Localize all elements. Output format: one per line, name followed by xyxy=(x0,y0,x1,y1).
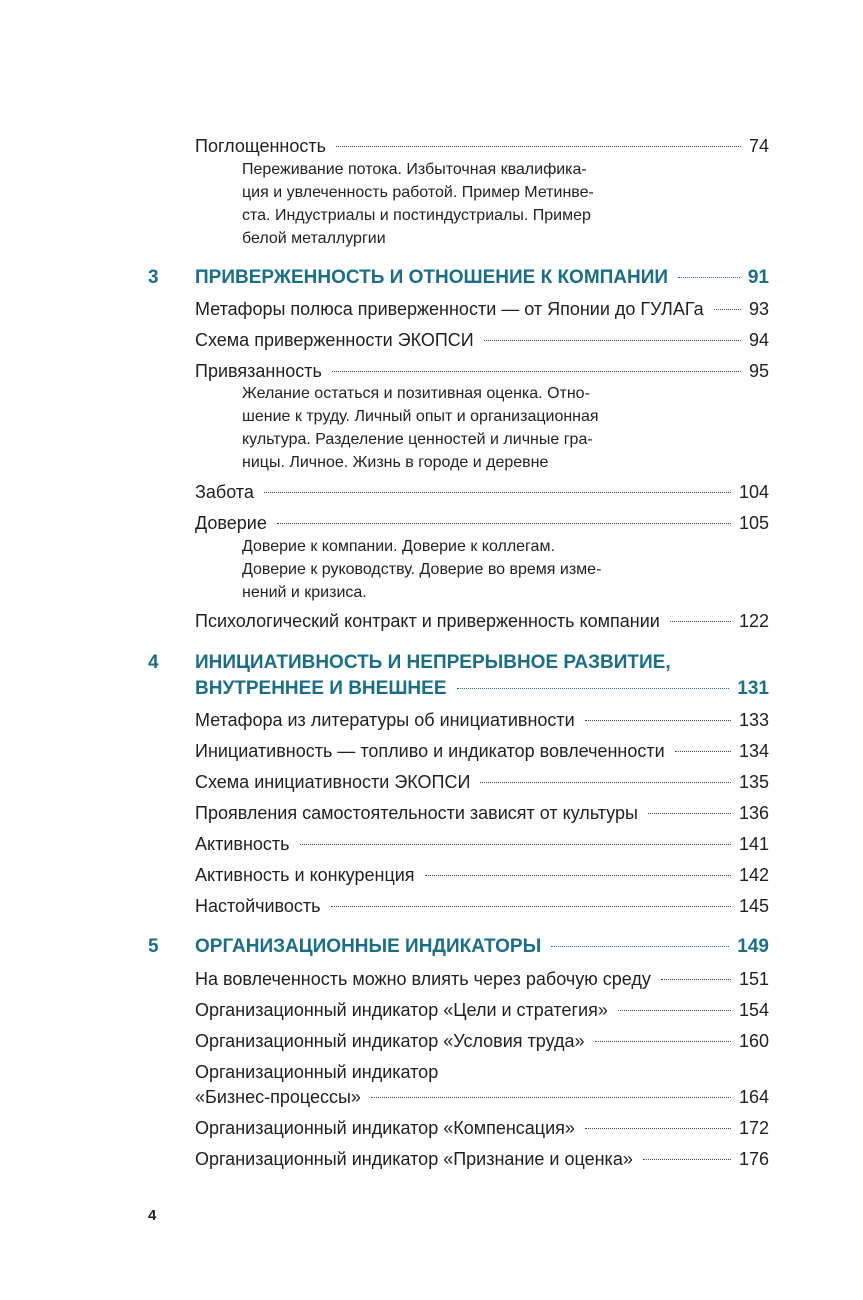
entry-title: Активность xyxy=(195,834,290,854)
leader-dots xyxy=(336,145,741,147)
chapter-title: ПРИВЕРЖЕННОСТЬ И ОТНОШЕНИЕ К КОМПАНИИ xyxy=(195,267,669,288)
toc-chapter-5[interactable] xyxy=(195,934,769,960)
leader-dots xyxy=(264,491,731,493)
entry-title: «Бизнес-процессы» xyxy=(195,1087,361,1107)
entry-page: 93 xyxy=(748,299,769,319)
entry-title: Проявления самостоятельности зависят от культуры xyxy=(195,803,638,823)
entry-page: 134 xyxy=(738,741,769,761)
toc-chapter-3[interactable] xyxy=(195,265,769,291)
chapter-title: ВНУТРЕННЕЕ И ВНЕШНЕЕ xyxy=(195,678,447,699)
leader-dots xyxy=(457,687,730,689)
entry-description xyxy=(242,535,662,604)
toc-entry[interactable] xyxy=(195,608,769,634)
desc-line: ция и увлеченность работой. Пример Метинве- xyxy=(242,184,594,201)
leader-dots xyxy=(643,1158,731,1160)
leader-dots xyxy=(425,874,731,876)
entry-title: Схема инициативности ЭКОПСИ xyxy=(195,772,471,792)
toc-entry[interactable] xyxy=(195,707,769,733)
toc-entry[interactable] xyxy=(195,479,769,505)
entry-page: 133 xyxy=(738,710,769,730)
leader-dots xyxy=(585,1127,731,1129)
leader-dots xyxy=(670,620,731,622)
entry-page: 94 xyxy=(748,330,769,350)
desc-line: ста. Индустриалы и постиндустриалы. Пример xyxy=(242,207,591,224)
leader-dots xyxy=(332,370,741,372)
entry-title: Поглощенность xyxy=(195,136,326,156)
chapter-page: 149 xyxy=(737,936,769,957)
chapter-number: 5 xyxy=(148,936,159,957)
entry-title: Организационный индикатор «Компенсация» xyxy=(195,1118,575,1138)
toc-entry[interactable] xyxy=(195,510,769,536)
entry-page: 172 xyxy=(738,1118,769,1138)
entry-page: 164 xyxy=(738,1087,769,1107)
entry-title: Схема приверженности ЭКОПСИ xyxy=(195,330,474,350)
leader-dots xyxy=(595,1040,731,1042)
entry-title: Инициативность — топливо и индикатор вовлеченности xyxy=(195,741,665,761)
desc-line: Доверие к компании. Доверие к коллегам. xyxy=(242,538,555,555)
desc-line: белой металлургии xyxy=(242,230,386,247)
entry-title-line[interactable]: Организационный индикатор xyxy=(195,1062,439,1082)
entry-title: Забота xyxy=(195,482,254,502)
leader-dots xyxy=(675,750,731,752)
desc-line: нений и кризиса. xyxy=(242,584,367,601)
entry-page: 160 xyxy=(738,1031,769,1051)
entry-page: 95 xyxy=(748,361,769,381)
desc-line: ницы. Личное. Жизнь в городе и деревне xyxy=(242,454,549,471)
chapter-title: ОРГАНИЗАЦИОННЫЕ ИНДИКАТОРЫ xyxy=(195,936,542,957)
entry-page: 135 xyxy=(738,772,769,792)
toc-entry[interactable] xyxy=(195,327,769,353)
entry-description xyxy=(242,382,662,474)
toc-entry[interactable] xyxy=(195,997,769,1023)
entry-page: 176 xyxy=(738,1149,769,1169)
leader-dots xyxy=(371,1096,731,1098)
desc-line: Переживание потока. Избыточная квалифика- xyxy=(242,161,587,178)
desc-line: шение к труду. Личный опыт и организационная xyxy=(242,408,599,425)
toc-chapter-4[interactable] xyxy=(195,676,769,702)
entry-title: На вовлеченность можно влиять через рабочую среду xyxy=(195,969,651,989)
toc-entry[interactable] xyxy=(195,738,769,764)
entry-title: Метафора из литературы об инициативности xyxy=(195,710,575,730)
leader-dots xyxy=(648,812,731,814)
entry-page: 154 xyxy=(738,1000,769,1020)
desc-line: культура. Разделение ценностей и личные гра- xyxy=(242,431,593,448)
toc-entry[interactable] xyxy=(195,1115,769,1141)
chapter-page: 91 xyxy=(747,267,769,288)
entry-title: Организационный индикатор «Условия труда» xyxy=(195,1031,585,1051)
entry-page: 145 xyxy=(738,896,769,916)
desc-line: Желание остаться и позитивная оценка. Отно- xyxy=(242,385,590,402)
page-number: 4 xyxy=(148,1207,157,1224)
leader-dots xyxy=(277,522,731,524)
leader-dots xyxy=(678,276,740,278)
entry-title: Доверие xyxy=(195,513,267,533)
entry-title: Активность и конкуренция xyxy=(195,865,415,885)
entry-page: 141 xyxy=(738,834,769,854)
toc-entry[interactable] xyxy=(195,800,769,826)
entry-page: 142 xyxy=(738,865,769,885)
toc-entry[interactable] xyxy=(195,862,769,888)
entry-page: 136 xyxy=(738,803,769,823)
entry-title: Психологический контракт и приверженность компании xyxy=(195,611,660,631)
toc-entry[interactable] xyxy=(195,831,769,857)
leader-dots xyxy=(661,978,731,980)
desc-line: Доверие к руководству. Доверие во время изме- xyxy=(242,561,602,578)
toc-entry-business-processes[interactable] xyxy=(195,1084,769,1110)
leader-dots xyxy=(585,719,731,721)
chapter-number: 3 xyxy=(148,267,159,288)
toc-entry[interactable] xyxy=(195,296,769,322)
entry-title: Настойчивость xyxy=(195,896,321,916)
leader-dots xyxy=(331,905,731,907)
leader-dots xyxy=(714,308,741,310)
toc-entry-absorption[interactable] xyxy=(195,133,769,159)
entry-page: 104 xyxy=(738,482,769,502)
entry-title: Привязанность xyxy=(195,361,322,381)
toc-entry[interactable] xyxy=(195,966,769,992)
leader-dots xyxy=(484,339,741,341)
toc-entry[interactable] xyxy=(195,1146,769,1172)
leader-dots xyxy=(618,1009,731,1011)
toc-entry[interactable] xyxy=(195,358,769,384)
leader-dots xyxy=(551,945,729,947)
entry-title: Метафоры полюса приверженности — от Японии до ГУЛАГа xyxy=(195,299,704,319)
leader-dots xyxy=(480,781,731,783)
entry-description xyxy=(242,158,662,250)
entry-page: 105 xyxy=(738,513,769,533)
entry-page: 122 xyxy=(738,611,769,631)
chapter-page: 131 xyxy=(737,678,769,699)
toc-entry[interactable] xyxy=(195,893,769,919)
toc-entry[interactable] xyxy=(195,769,769,795)
entry-page: 74 xyxy=(748,136,769,156)
toc-entry[interactable] xyxy=(195,1028,769,1054)
entry-page: 151 xyxy=(738,969,769,989)
entry-title: Организационный индикатор «Признание и оценка» xyxy=(195,1149,633,1169)
chapter-title-line[interactable]: ИНИЦИАТИВНОСТЬ И НЕПРЕРЫВНОЕ РАЗВИТИЕ, xyxy=(195,652,671,673)
chapter-number: 4 xyxy=(148,652,159,673)
entry-title: Организационный индикатор «Цели и стратегия» xyxy=(195,1000,608,1020)
leader-dots xyxy=(300,843,731,845)
